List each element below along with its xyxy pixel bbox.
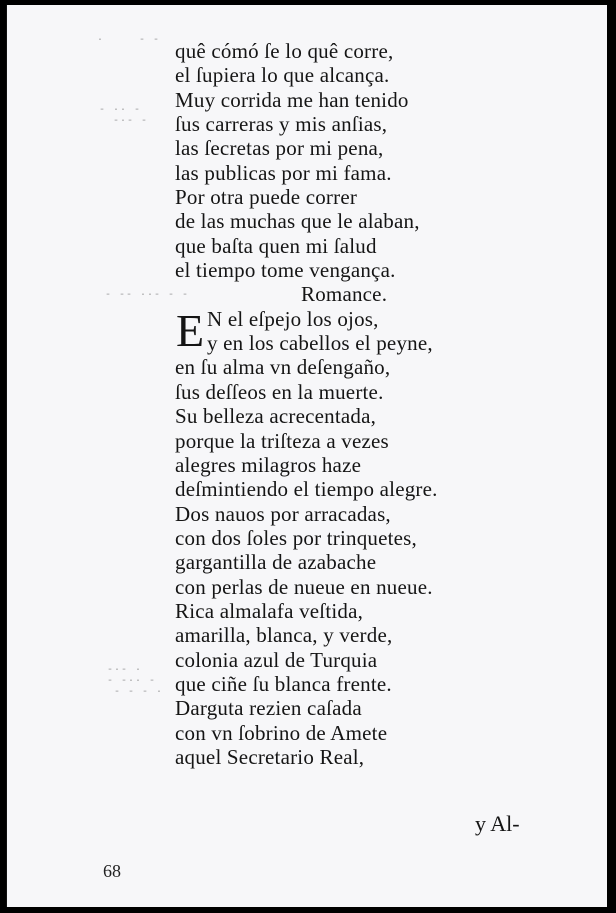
poem-line: alegres milagros haze — [175, 452, 362, 477]
margin-specks: · - - — [97, 35, 161, 46]
poem-line: N el eſpejo los ojos, — [207, 306, 379, 331]
margin-specks: -·- · - -·· - - - - · — [107, 665, 164, 698]
page-number: 68 — [103, 861, 121, 881]
poem-line: aquel Secretario Real, — [175, 744, 365, 769]
poem-line: amarilla, blanca, y verde, — [175, 623, 393, 648]
poem-line: Dos nauos por arracadas, — [175, 501, 391, 526]
poem-line: Rica almalafa veſtida, — [175, 598, 364, 623]
poem-text — [175, 39, 555, 769]
poem-line: deſmintiendo el tiempo alegre. — [175, 477, 438, 502]
poem-line: Muy corrida me han tenido — [175, 87, 409, 112]
poem-line: Por otra puede correr — [175, 185, 358, 210]
poem-line: y en los cabellos el peyne, — [207, 331, 433, 356]
poem-line: que baſta quen mi ſalud — [175, 233, 377, 258]
poem-line: de las muchas que le alaban, — [175, 209, 420, 234]
section-heading: Romance. — [301, 282, 388, 307]
poem-line: que ciñe ſu blanca frente. — [175, 671, 392, 696]
poem-line: porque la triſteza a vezes — [175, 428, 389, 453]
poem-line: el ſupiera lo que alcança. — [175, 63, 390, 88]
poem-line: quê cómó ſe lo quê corre, — [175, 39, 394, 63]
poem-line: colonia azul de Turquia — [175, 647, 378, 672]
poem-line: con dos ſoles por trinquetes, — [175, 525, 418, 550]
poem-line: Darguta rezien caſada — [175, 696, 362, 721]
poem-line: ſus deſſeos en la muerte. — [175, 379, 384, 404]
poem-line: en ſu alma vn deſengaño, — [175, 355, 391, 380]
catchword: y Al- — [475, 811, 520, 836]
poem-line: las publicas por mi fama. — [175, 160, 392, 185]
poem-line: las ſecretas por mi pena, — [175, 136, 384, 161]
dropcap-letter: E — [176, 304, 205, 356]
document-page — [6, 5, 607, 907]
poem-line: el tiempo tome vengança. — [175, 258, 396, 283]
poem-line: ſus carreras y mis anſias, — [175, 112, 388, 137]
margin-specks: - ·· - -·- - — [99, 105, 149, 127]
poem-line: gargantilla de azabache — [175, 550, 377, 575]
poem-line: con perlas de nueue en nueue. — [175, 574, 433, 599]
margin-specks: - -- ··- - - — [105, 290, 190, 301]
poem-line: con vn ſobrino de Amete — [175, 720, 388, 745]
poem-line: Su belleza acrecentada, — [175, 404, 377, 429]
